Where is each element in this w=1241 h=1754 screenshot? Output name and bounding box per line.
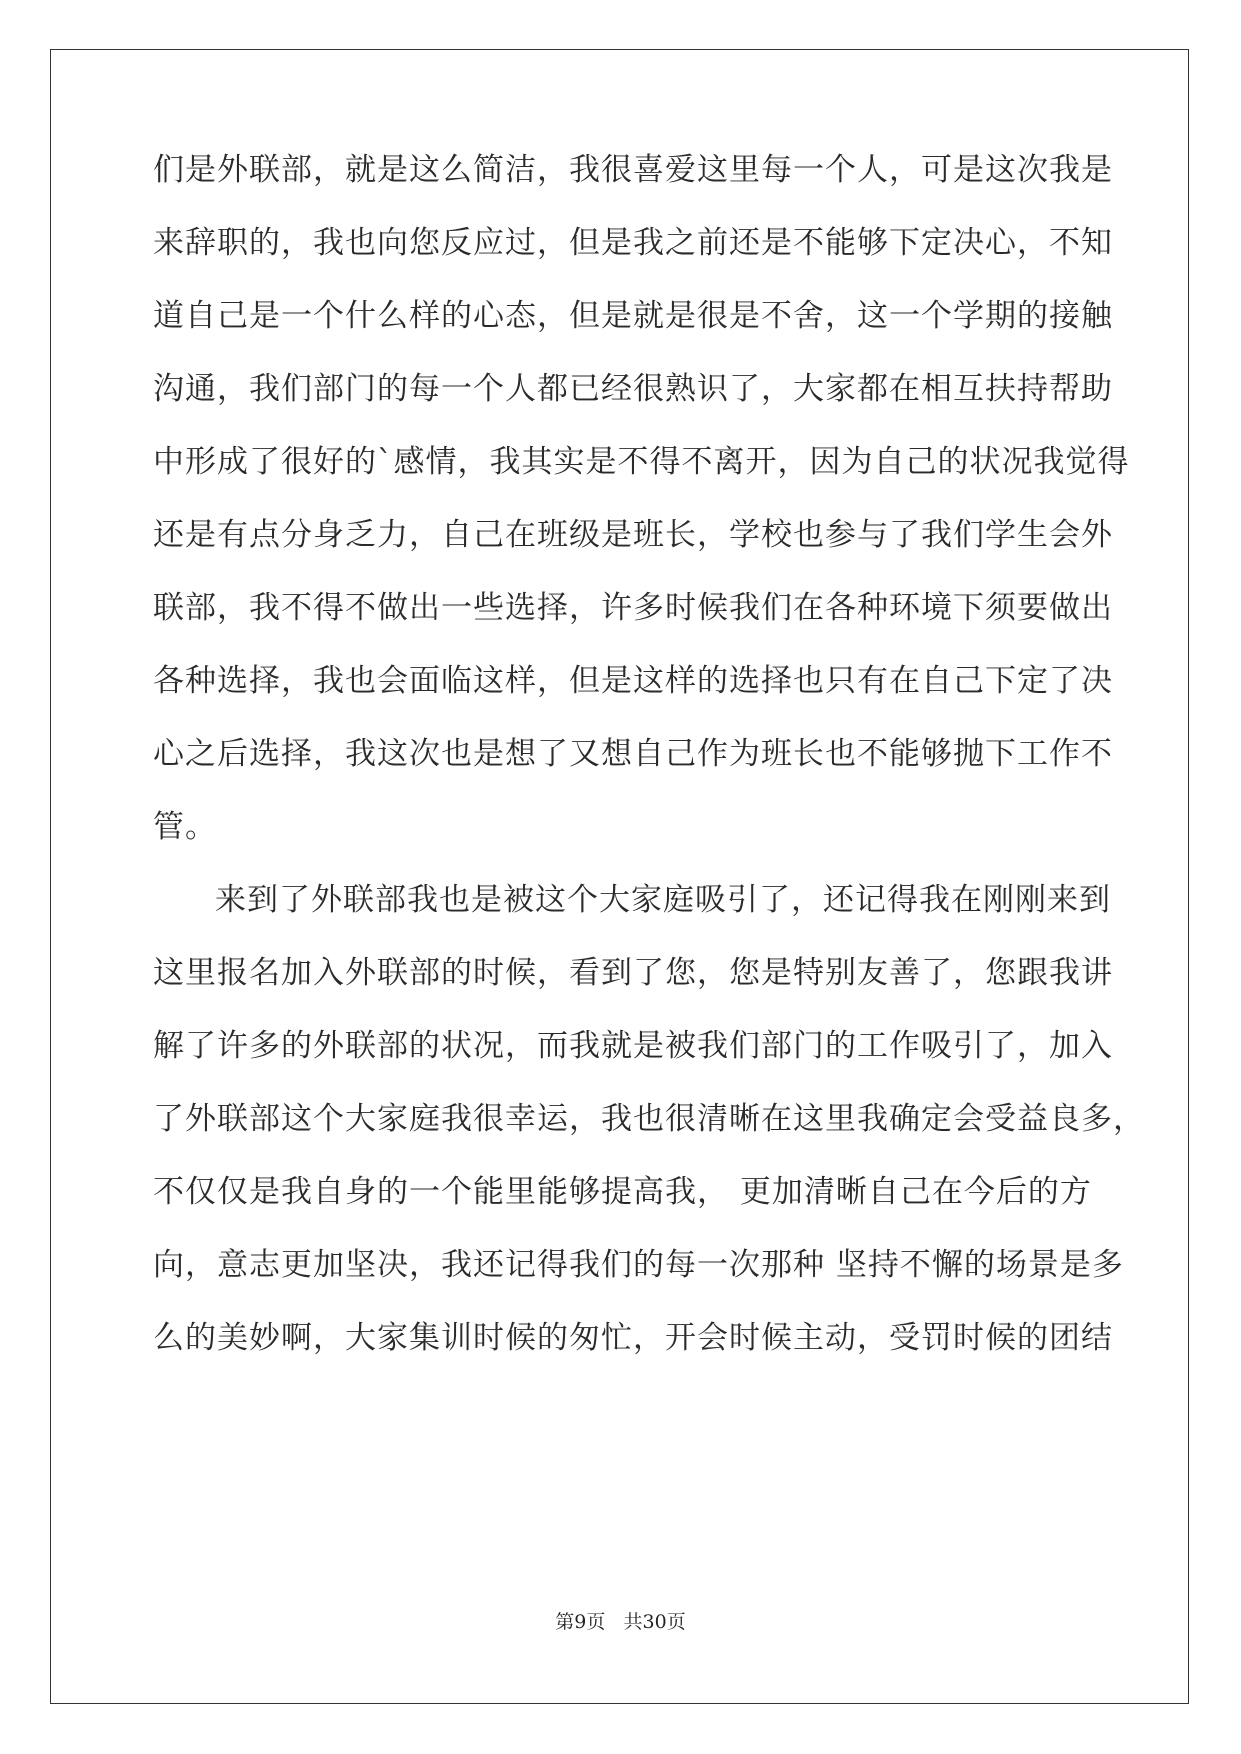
paragraph-start-line: 来到了外联部我也是被这个大家庭吸引了，还记得我在刚刚来到 [215, 882, 1111, 918]
text-line: 管。 [153, 809, 217, 845]
text-line: 们是外联部，就是这么简洁，我很喜爱这里每一个人，可是这次我是 [153, 152, 1113, 188]
text-line: 不仅仅是我自身的一个能里能够提高我， 更加清晰自己在今后的方 [153, 1174, 1092, 1210]
text-line: 道自己是一个什么样的心态，但是就是很是不舍，这一个学期的接触 [153, 298, 1113, 334]
text-line: 么的美妙啊，大家集训时候的匆忙，开会时候主动，受罚时候的团结 [153, 1320, 1113, 1356]
text-line: 沟通，我们部门的每一个人都已经很熟识了，大家都在相互扶持帮助 [153, 371, 1113, 407]
text-line: 这里报名加入外联部的时候，看到了您，您是特别友善了，您跟我讲 [153, 955, 1113, 991]
text-line: 向，意志更加坚决，我还记得我们的每一次那种 坚持不懈的场景是多 [153, 1247, 1124, 1283]
page-footer [0, 1607, 1241, 1634]
text-line: 了外联部这个大家庭我很幸运，我也很清晰在这里我确定会受益良多， [153, 1101, 1145, 1137]
text-line: 来辞职的，我也向您反应过，但是我之前还是不能够下定决心，不知 [153, 225, 1113, 261]
text-line: 各种选择，我也会面临这样，但是这样的选择也只有在自己下定了决 [153, 663, 1113, 699]
page-total: 共30页 [623, 1611, 686, 1633]
text-line: 还是有点分身乏力，自己在班级是班长，学校也参与了我们学生会外 [153, 517, 1113, 553]
text-line: 解了许多的外联部的状况，而我就是被我们部门的工作吸引了，加入 [153, 1028, 1113, 1064]
text-line: 联部，我不得不做出一些选择，许多时候我们在各种环境下须要做出 [153, 590, 1113, 626]
page-number: 第9页 [555, 1611, 606, 1633]
text-line: 中形成了很好的`感情，我其实是不得不离开，因为自己的状况我觉得 [153, 444, 1130, 480]
text-line: 心之后选择，我这次也是想了又想自己作为班长也不能够抛下工作不 [153, 736, 1113, 772]
